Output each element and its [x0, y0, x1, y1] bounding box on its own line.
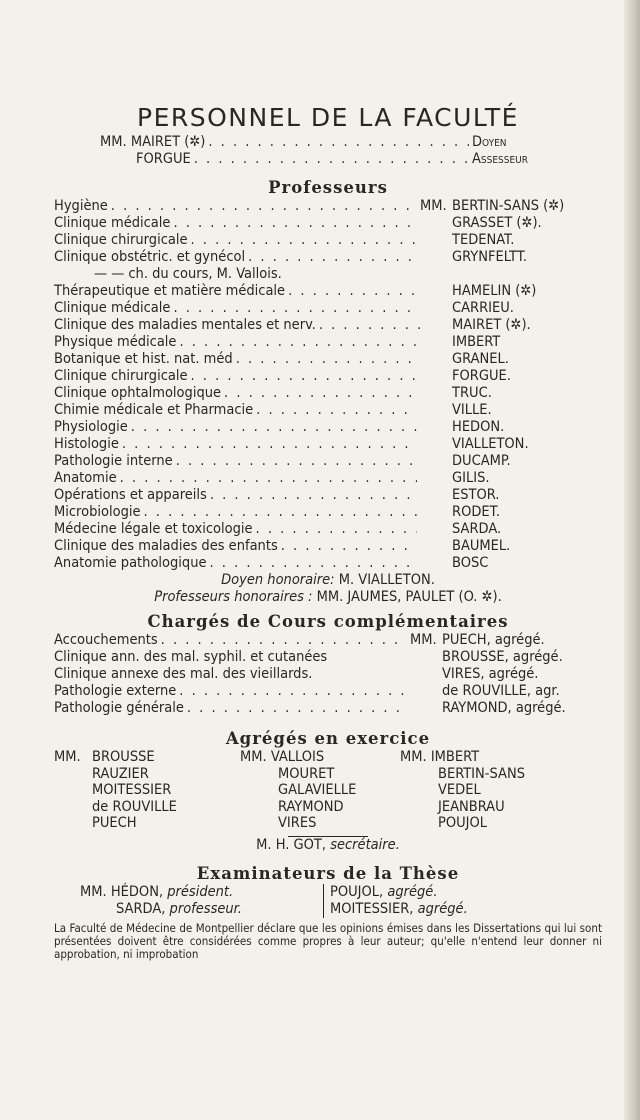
professor-name: DUCAMP. [452, 453, 511, 469]
professor-name: GRANEL. [452, 351, 509, 367]
list-item [54, 487, 602, 504]
subject: Hygiène [54, 198, 108, 214]
head-role: Doyen [472, 134, 507, 150]
professor-name: BAUMEL. [452, 538, 511, 554]
mm-prefix: MM. [410, 632, 437, 648]
section-heading-agreges: Agrégés en exercice [225, 729, 431, 748]
examiner-role: agrégé. [387, 883, 438, 900]
list-item [54, 317, 602, 334]
examinateurs-right [323, 884, 468, 918]
subject: Anatomie [54, 470, 117, 486]
list-item [54, 470, 602, 487]
list-item [54, 300, 602, 317]
subject: — — ch. du cours, M. Vallois. [94, 266, 282, 282]
professor-name: GRASSET (✲). [452, 215, 542, 231]
list-item [54, 453, 602, 470]
professor-name: MAIRET (✲). [452, 317, 531, 333]
agreges-grid [54, 749, 602, 832]
subject: Clinique médicale [54, 300, 171, 316]
mm-prefix: MM. [400, 749, 427, 765]
professeurs-list [54, 198, 602, 606]
subject: Accouchements [54, 632, 158, 648]
head-name: FORGUE [136, 151, 191, 167]
list-item [80, 884, 323, 901]
list-item [54, 555, 602, 572]
prof-honoraires-names: MM. JAUMES, PAULET (O. ✲). [316, 589, 502, 605]
leader-dots [187, 700, 407, 717]
professor-name: TEDENAT. [452, 232, 515, 248]
section-heading-examinateurs: Examinateurs de la Thèse [196, 863, 460, 883]
list-item: PUECH [92, 815, 137, 831]
agreges-column-1 [92, 749, 240, 832]
examiner-name: POUJOL, [330, 883, 384, 900]
list-item [54, 649, 602, 666]
list-item [54, 351, 602, 368]
leader-dots [179, 683, 407, 700]
professeurs-honoraires [54, 589, 602, 606]
examinateurs-left [54, 884, 323, 918]
list-item: VIRES [278, 815, 317, 831]
doyen-honoraire-label: Doyen honoraire: [221, 572, 335, 588]
leader-dots [120, 470, 417, 487]
leader-dots [224, 385, 417, 402]
professor-name: GRYNFELTT. [452, 249, 528, 265]
subject: Histologie [54, 436, 119, 452]
head-prefix: MM. [100, 134, 127, 150]
mm-prefix: MM. [240, 749, 267, 765]
list-item [54, 632, 602, 649]
subject: Thérapeutique et matière médicale [54, 283, 286, 299]
list-item: RAUZIER [92, 765, 149, 782]
list-item [54, 419, 602, 436]
examiner-role: professeur. [169, 900, 242, 917]
list-item [54, 504, 602, 521]
leader-dots [288, 283, 417, 300]
subject: Clinique chirurgicale [54, 232, 188, 248]
leader-dots [208, 134, 469, 151]
examiner-name: SARDA, [116, 900, 166, 917]
leader-dots [194, 151, 469, 168]
list-item [54, 266, 602, 283]
section-heading-charges: Chargés de Cours complémentaires [147, 612, 509, 631]
list-item [54, 538, 602, 555]
secretaire-role: secrétaire. [330, 836, 400, 853]
lecturer-name: de ROUVILLE, agr. [442, 683, 560, 699]
lecturer-name: RAYMOND, agrégé. [442, 700, 566, 716]
head-name: MAIRET (✲) [130, 134, 206, 150]
subject: Opérations et appareils [54, 487, 207, 503]
list-item: de ROUVILLE [92, 798, 177, 815]
leader-dots [173, 300, 417, 317]
subject: Médecine légale et toxicologie [54, 521, 253, 537]
subject: Chimie médicale et Pharmacie [54, 402, 254, 418]
list-item [54, 402, 602, 419]
examiner-role: agrégé. [417, 900, 468, 917]
professor-name: SARDA. [452, 521, 502, 537]
examiner-name: MOITESSIER, [330, 900, 414, 917]
professor-name: IMBERT [452, 334, 501, 350]
list-item [330, 884, 468, 901]
list-item [54, 666, 602, 683]
subject: Clinique chirurgicale [54, 368, 188, 384]
list-item: GALAVIELLE [278, 782, 357, 798]
professor-name: HEDON. [452, 419, 505, 435]
leader-dots [256, 402, 417, 419]
leader-dots [179, 334, 417, 351]
list-item: VALLOIS [270, 749, 325, 765]
lecturer-name: PUECH, agrégé. [442, 632, 545, 648]
list-item [54, 232, 602, 249]
list-item [54, 283, 602, 300]
professor-name: CARRIEU. [452, 300, 514, 316]
disclaimer-note: La Faculté de Médecine de Montpellier déclare que les opinions émises dans les Dissertations qui lui sont présentées doivent être considérées comme propres à leur auteur; qu'elle n'entend leur donner ni approbation, ni improbation [54, 920, 602, 961]
subject: Microbiologie [54, 504, 141, 520]
mm-prefix: MM. [54, 749, 81, 765]
page-edge-shadow [624, 0, 640, 1120]
list-item: VEDEL [438, 782, 481, 798]
faculty-heads [68, 134, 588, 168]
list-item [54, 521, 602, 538]
list-item [54, 368, 602, 385]
leader-dots [248, 249, 417, 266]
subject: Physiologie [54, 419, 128, 435]
subject: Pathologie générale [54, 700, 184, 716]
lecturer-name: VIRES, agrégé. [442, 666, 539, 682]
head-row [68, 134, 588, 151]
subject: Pathologie externe [54, 683, 177, 699]
list-item: MOITESSIER [92, 782, 172, 798]
document-page [54, 104, 602, 961]
list-item: POUJOL [438, 815, 488, 831]
agreges-column-2 [240, 749, 400, 832]
leader-dots [176, 453, 417, 470]
section-heading-professeurs: Professeurs [268, 178, 388, 197]
list-item: IMBERT [430, 749, 480, 765]
list-item [54, 436, 602, 453]
list-item [54, 334, 602, 351]
subject: Physique médicale [54, 334, 177, 350]
examiner-role: président. [167, 883, 234, 900]
list-item: RAYMOND [278, 798, 344, 815]
leader-dots [173, 215, 417, 232]
leader-dots [191, 368, 417, 385]
professor-name: HAMELIN (✲) [452, 283, 537, 299]
leader-dots [161, 632, 407, 649]
subject: Clinique ann. des mal. syphil. et cutanées [54, 649, 328, 665]
list-item [80, 901, 323, 918]
leader-dots [210, 555, 417, 572]
mm-prefix: MM. [420, 198, 447, 214]
lecturer-name: BROUSSE, agrégé. [442, 649, 563, 665]
leader-dots [144, 504, 417, 521]
page-title: PERSONNEL DE LA FACULTÉ [137, 103, 519, 132]
leader-dots [210, 487, 417, 504]
secretaire [54, 837, 602, 854]
list-item: MOURET [278, 765, 335, 782]
list-item [54, 215, 602, 232]
professor-name: RODET. [452, 504, 501, 520]
examinateurs-block [54, 884, 602, 918]
leader-dots [122, 436, 417, 453]
list-item: BERTIN-SANS [438, 765, 525, 782]
doyen-honoraire-name: M. VIALLETON. [338, 572, 435, 588]
professor-name: VIALLETON. [452, 436, 529, 452]
list-item [54, 385, 602, 402]
subject: Anatomie pathologique [54, 555, 207, 571]
professor-name: BERTIN-SANS (✲) [452, 198, 565, 214]
leader-dots [281, 538, 417, 555]
professor-name: VILLE. [452, 402, 492, 418]
leader-dots [319, 317, 429, 334]
subject: Clinique ophtalmologique [54, 385, 222, 401]
professor-name: GILIS. [452, 470, 490, 486]
list-item [54, 683, 602, 700]
list-item [54, 700, 602, 717]
head-role: Assesseur [472, 151, 528, 167]
leader-dots [236, 351, 417, 368]
professor-name: ESTOR. [452, 487, 500, 503]
professor-name: TRUC. [452, 385, 492, 401]
subject: Clinique annexe des mal. des vieillards. [54, 666, 313, 682]
leader-dots [191, 232, 417, 249]
agreges-column-3 [400, 749, 550, 832]
list-item [54, 198, 602, 215]
charges-list [54, 632, 602, 717]
head-row [68, 151, 588, 168]
subject: Clinique obstétric. et gynécol [54, 249, 246, 265]
prof-honoraires-label: Professeurs honoraires : [154, 589, 313, 605]
secretaire-name: M. H. GOT, [256, 836, 327, 853]
leader-dots [131, 419, 417, 436]
subject: Clinique des maladies mentales et nerv. [54, 317, 316, 333]
leader-dots [111, 198, 417, 215]
subject: Botanique et hist. nat. méd [54, 351, 233, 367]
leader-dots [256, 521, 417, 538]
examiner-name: HÉDON, [110, 883, 164, 900]
professor-name: BOSC [452, 555, 489, 571]
doyen-honoraire [54, 572, 602, 589]
list-item: BROUSSE [92, 749, 155, 765]
list-item: JEANBRAU [438, 798, 505, 815]
subject: Clinique des maladies des enfants [54, 538, 278, 554]
subject: Clinique médicale [54, 215, 171, 231]
mm-prefix: MM. [80, 883, 107, 900]
list-item [330, 901, 468, 918]
subject: Pathologie interne [54, 453, 173, 469]
professor-name: FORGUE. [452, 368, 511, 384]
list-item [54, 249, 602, 266]
